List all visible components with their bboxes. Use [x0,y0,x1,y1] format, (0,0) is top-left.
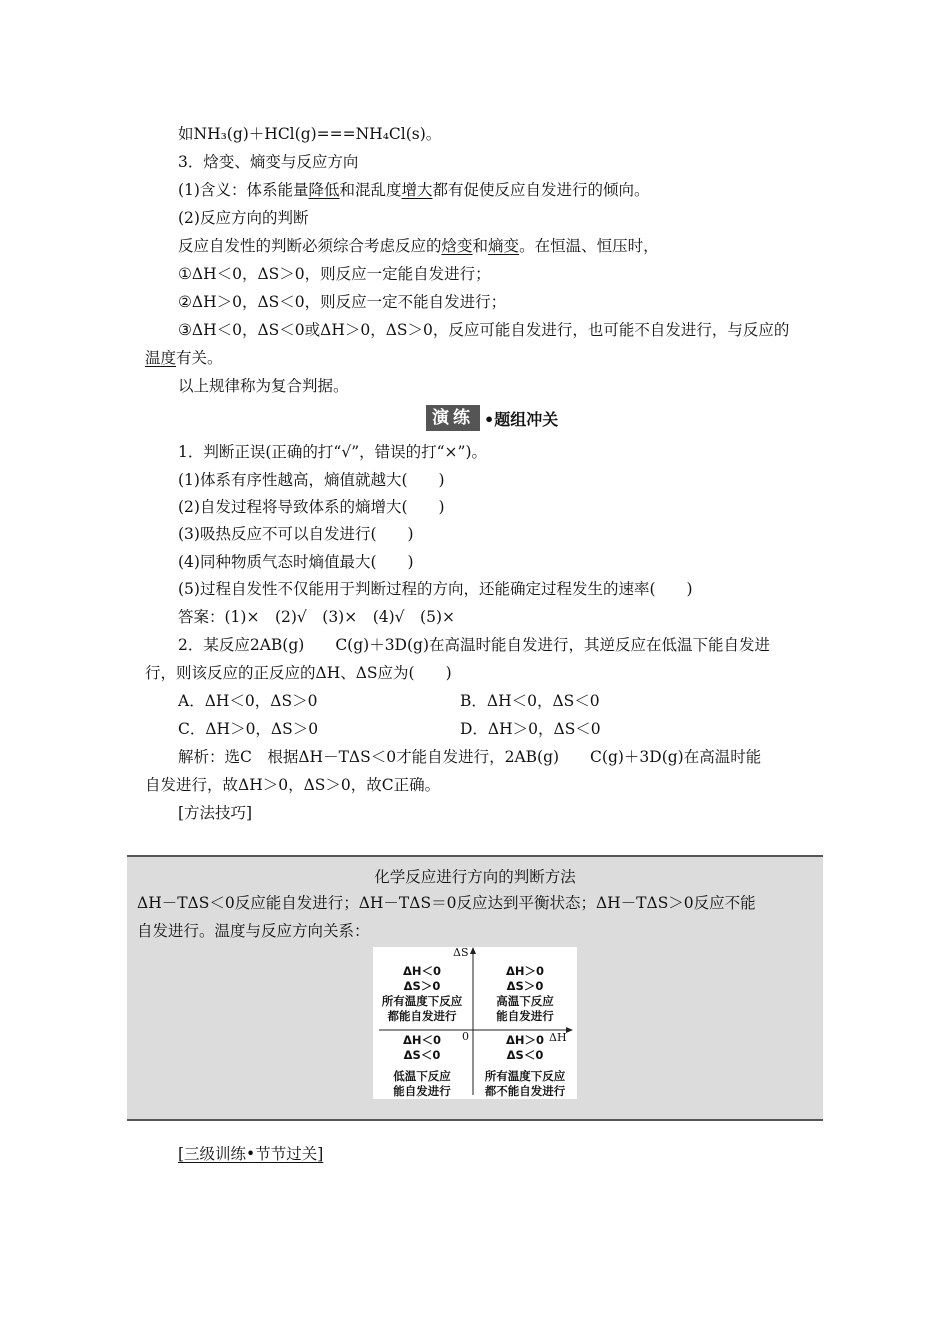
q-bl-line: 能自发进行 [393,1084,451,1098]
practice-banner [426,405,558,431]
q2-stem-line2: 行，则该反应的正反应的ΔH、ΔS应为( ) [145,664,452,682]
banner-tag: 演练 [426,405,480,431]
meaning-underline-2: 增大 [401,181,433,199]
rule-3-cont [145,348,223,368]
q2-analysis-line1: 解析：选C 根据ΔH－TΔS＜0才能自发进行，2AB(g) C(g)＋3D(g)在高温时能 [178,748,762,766]
y-axis-label: ΔS [453,946,469,959]
judge-post: 。在恒温、恒压时， [519,237,659,255]
q-tl-line: ΔS＞0 [403,979,441,993]
q-tr-line: 高温下反应 [496,994,554,1008]
judge-and: 和 [472,237,489,255]
meaning-mid: 和混乱度 [339,181,402,199]
meaning-pre: (1)含义：体系能量 [178,181,309,199]
judge-underline-1: 焓变 [441,237,473,255]
q2-option-b: B．ΔH＜0，ΔS＜0 [460,692,600,710]
q1-item: (2)自发过程将导致体系的熵增大( ) [178,498,445,516]
method-box-line2: 自发进行。温度与反应方向关系： [137,922,370,940]
quadrant-bottom-left [375,1033,469,1099]
section-footer-link: [三级训练•节节过关] [178,1145,324,1163]
quadrant-bottom-right [477,1033,573,1099]
q2-analysis-line2: 自发进行，故ΔH＞0，ΔS＞0，故C正确。 [145,776,441,794]
judge-line [178,236,659,256]
q2-option-c: C．ΔH＞0，ΔS＞0 [178,720,319,738]
q-bl-line: ΔS＜0 [403,1048,441,1062]
q1-stem: 1．判断正误(正确的打“√”，错误的打“×”)。 [178,443,488,461]
rule-3-post: 有关。 [176,349,223,367]
method-box-title: 化学反应进行方向的判断方法 [374,868,576,886]
banner-title: •题组冲关 [484,409,559,429]
section-title: 3．焓变、熵变与反应方向 [178,153,359,171]
q2-stem-line1: 2．某反应2AB(g) C(g)＋3D(g)在高温时能自发进行，其逆反应在低温下能自发进 [178,636,771,654]
method-box [127,855,823,1121]
rule-2: ②ΔH＞0，ΔS＜0，则反应一定不能自发进行； [178,293,507,311]
q1-item: (4)同种物质气态时熵值最大( ) [178,553,414,571]
rule-3-underline: 温度 [145,349,177,367]
q1-item: (1)体系有序性越高，熵值就越大( ) [178,471,445,489]
q-br-line: 都不能自发进行 [484,1084,566,1098]
q-tl-line: 所有温度下反应 [381,994,463,1008]
q-tl-line: 都能自发进行 [387,1009,457,1023]
q-br-line: ΔS＜0 [506,1048,544,1062]
q1-item: (3)吸热反应不可以自发进行( ) [178,525,414,543]
q2-option-d: D．ΔH＞0，ΔS＜0 [460,720,601,738]
meaning-line [178,180,650,200]
q2-option-a: A．ΔH＜0，ΔS＞0 [178,692,318,710]
origin-label: 0 [462,1030,469,1043]
meaning-post: 都有促使反应自发进行的倾向。 [432,181,650,199]
summary: 以上规律称为复合判据。 [178,377,349,395]
quadrant-top-right [477,964,573,1024]
q-br-line: 所有温度下反应 [484,1069,566,1083]
method-label: [方法技巧] [178,804,253,822]
q-br-line: ΔH＞0 [505,1033,545,1047]
example-equation: 如NH₃(g)＋HCl(g)===NH₄Cl(s)。 [178,125,442,143]
q-bl-line: ΔH＜0 [402,1033,442,1047]
method-box-line1: ΔH－TΔS＜0反应能自发进行；ΔH－TΔS＝0反应达到平衡状态；ΔH－TΔS＞0反应不能 [137,894,756,912]
judge-underline-2: 熵变 [488,237,520,255]
rule-1: ①ΔH＜0，ΔS＞0，则反应一定能自发进行； [178,265,491,283]
q-tr-line: 能自发进行 [496,1009,554,1023]
x-axis-label: ΔH [549,1031,567,1044]
direction-quadrant-diagram [373,947,577,1099]
q-tr-line: ΔH＞0 [505,964,545,978]
q-bl-line: 低温下反应 [393,1069,451,1083]
q1-answer: 答案：(1)× (2)√ (3)× (4)√ (5)× [178,608,455,626]
quadrant-top-left [375,964,469,1024]
q-tl-line: ΔH＜0 [402,964,442,978]
q1-item: (5)过程自发性不仅能用于判断过程的方向，还能确定过程发生的速率( ) [178,580,693,598]
q-tr-line: ΔS＞0 [506,979,544,993]
judge-title: (2)反应方向的判断 [178,209,309,227]
rule-3: ③ΔH＜0，ΔS＜0或ΔH＞0，ΔS＞0，反应可能自发进行，也可能不自发进行，与反应的 [178,321,790,339]
meaning-underline-1: 降低 [308,181,340,199]
judge-pre: 反应自发性的判断必须综合考虑反应的 [178,237,442,255]
